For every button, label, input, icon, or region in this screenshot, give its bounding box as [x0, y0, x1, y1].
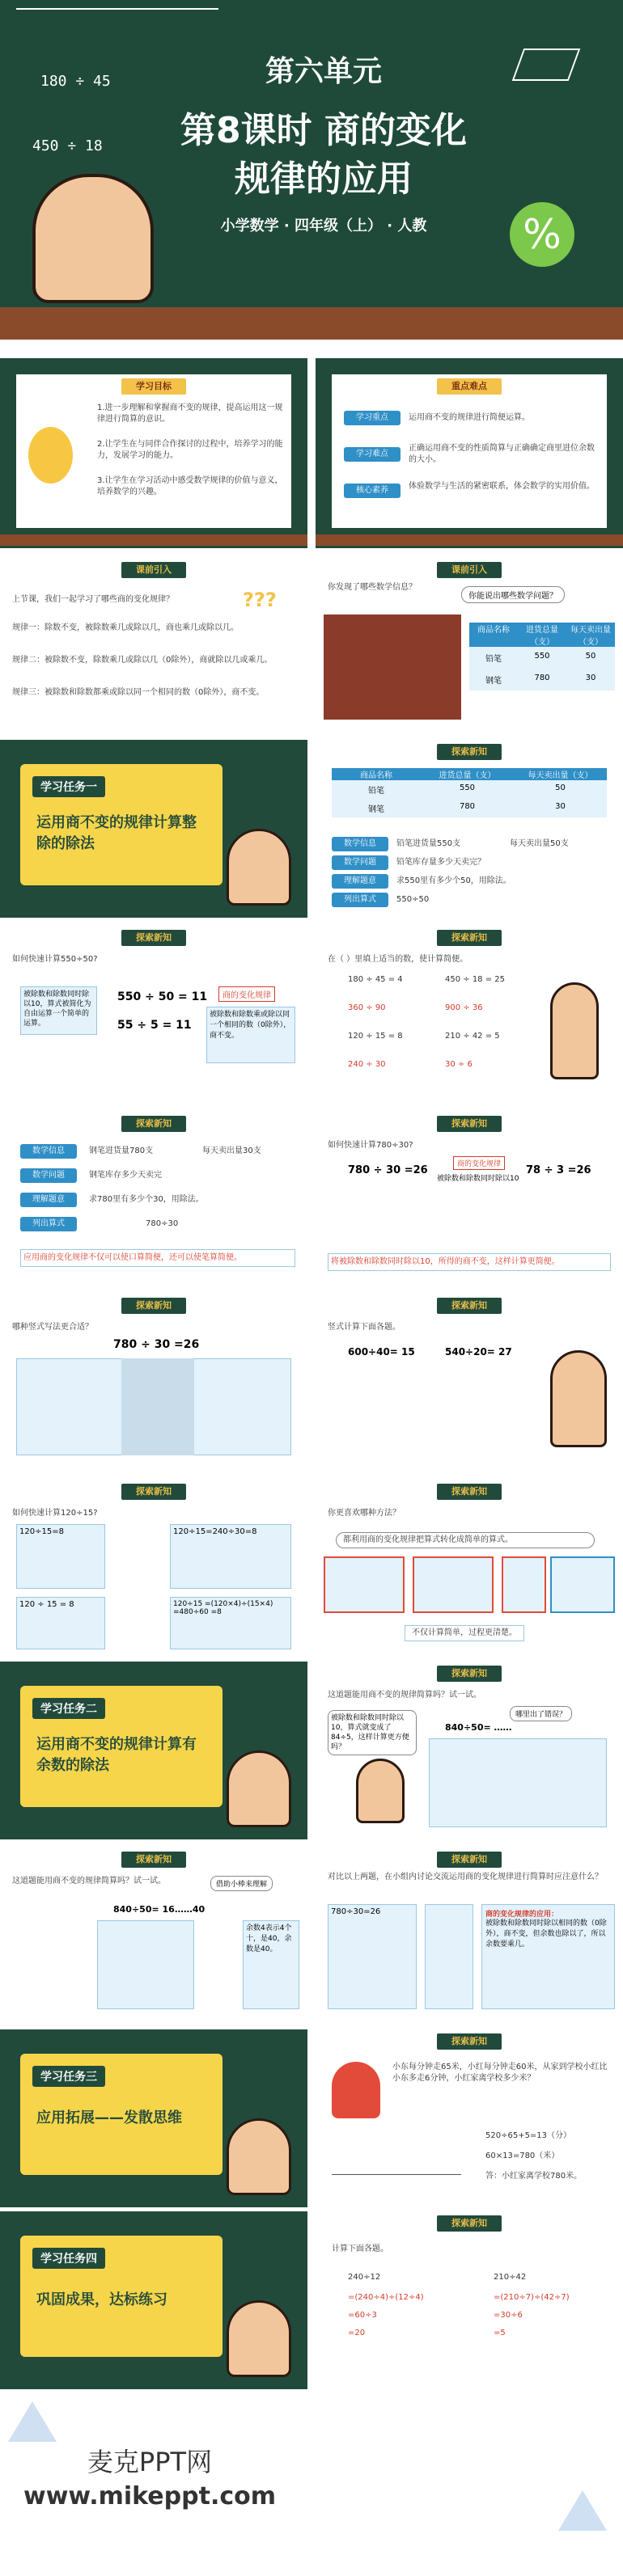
paper-plane-icon — [512, 49, 581, 81]
explore5-calc1: 780 ÷ 30 =26 — [348, 1164, 428, 1176]
task3-slide — [0, 2029, 307, 2207]
goal-3: 3.让学生在学习活动中感受数学规律的价值与意义，培养数学的兴趣。 — [97, 476, 283, 496]
explore14-step3: =60÷3 — [348, 2311, 377, 2320]
explore1-e-label: 列出算式 — [332, 893, 388, 907]
explore8-slide — [0, 1480, 307, 1658]
explore3-item-4: 900 ÷ 36 — [445, 1003, 483, 1012]
explore10-bubble2: 哪里出了错误？ — [510, 1706, 572, 1721]
explore1-q: 铅笔库存量多少天卖完？ — [396, 858, 485, 867]
explore13-diagram — [332, 2126, 461, 2175]
intro2-tab: 课前引入 — [437, 562, 502, 578]
explore9-tab: 探索新知 — [437, 1484, 502, 1500]
unit-title: 第六单元 — [265, 55, 382, 88]
task4-slide — [0, 2211, 307, 2389]
explore3-item-6: 210 ÷ 42 = 5 — [445, 1032, 500, 1041]
explore12-slide — [316, 1848, 623, 2025]
explore14-tab: 探索新知 — [437, 2215, 502, 2232]
explore7-calc1: 600÷40= 15 — [348, 1346, 415, 1358]
explore8-tab: 探索新知 — [121, 1484, 186, 1500]
lesson-title: 第8课时 商的变化 — [180, 110, 467, 151]
explore9-card-2 — [413, 1556, 494, 1613]
explore4-e: 780÷30 — [146, 1219, 179, 1228]
explore3-item-7: 240 ÷ 30 — [348, 1060, 386, 1069]
explore4-info1: 钢笔进货量780支 — [89, 1147, 154, 1155]
explore13-lead: 小东每分钟走65米，小红每分钟走60米，从家到学校小红比小东多走6分钟，小红家离学校多少米？ — [392, 2063, 608, 2083]
key-label-3: 核心素养 — [344, 484, 400, 498]
explore13-slide — [316, 2029, 623, 2207]
explore6-slide — [0, 1294, 307, 1472]
explore10-bubble1: 被除数和除数同时除以10，算式就变成了84÷5，这样计算更方便吗？ — [328, 1710, 417, 1755]
explore13-answer: 答：小红家离学校780米。 — [485, 2172, 583, 2181]
explore12-lead: 对比以上两题，在小组内讨论交流运用商的变化规律进行简算时应注意什么？ — [328, 1873, 603, 1881]
intro2-td-1-2: 30 — [585, 674, 596, 682]
explore14-lead: 计算下面各题。 — [332, 2244, 388, 2253]
explore6-highlight — [121, 1358, 194, 1455]
explore2-rule-title: 商的变化规律 — [218, 986, 275, 1002]
boy-illustration — [32, 174, 154, 303]
key-ledge — [316, 534, 623, 546]
key-slide — [316, 358, 623, 548]
explore12-note-box — [481, 1904, 615, 2009]
explore12-note: 被除数和除数同时除以相同的数（0除外），商不变，但余数也除以了，所以余数要乘几。 — [485, 1919, 607, 1949]
task1-boy — [227, 829, 291, 906]
explore7-tab: 探索新知 — [437, 1298, 502, 1314]
explore10-lead: 这道题能用商不变的规律简算吗？试一试。 — [328, 1691, 481, 1700]
task3-title: 应用拓展——发散思维 — [36, 2109, 182, 2126]
explore2-lead: 如何快速计算550÷50? — [12, 955, 98, 964]
explore14-step5: =20 — [348, 2329, 366, 2337]
explore9-slide — [316, 1480, 623, 1658]
explore8-calc2: 120÷15=240÷30=8 — [170, 1524, 291, 1589]
explore4-info-label: 数学信息 — [20, 1144, 77, 1159]
explore5-footer: 将被除数和除数同时除以10，所得的商不变，这样计算更简便。 — [328, 1253, 611, 1271]
explore2-calc1: 550 ÷ 50 = 11 — [117, 990, 208, 1003]
explore9-card-3 — [502, 1556, 546, 1613]
explore13-tab: 探索新知 — [437, 2033, 502, 2050]
explore5-slide — [316, 1112, 623, 1290]
explore3-item-1: 180 ÷ 45 = 4 — [348, 975, 403, 984]
intro1-lead: 上节课，我们一起学习了哪些商的变化规律？ — [12, 595, 174, 604]
task2-title: 运用商不变的规律计算有余数的除法 — [36, 1736, 197, 1774]
percent-sign-icon: % — [510, 202, 574, 267]
goal-1: 1.进一步理解和掌握商不变的规律，提高运用这一规律进行简算的意识。 — [97, 403, 283, 424]
library-photo — [324, 614, 461, 720]
explore7-calc2: 540÷20= 27 — [445, 1346, 512, 1358]
explore11-bubble: 借助小棒来理解 — [210, 1876, 273, 1891]
explore11-lead: 这道题能用商不变的规律简算吗？试一试。 — [12, 1877, 166, 1886]
cover-slide — [0, 0, 623, 340]
task3-label: 学习任务三 — [32, 2066, 105, 2087]
brand-decoration — [0, 2393, 623, 2576]
explore12-work — [425, 1904, 473, 2009]
explore3-boy — [550, 982, 599, 1079]
explore10-girl — [356, 1759, 405, 1823]
explore5-lead: 如何快速计算780÷30? — [328, 1141, 413, 1150]
task1-title: 运用商不变的规律计算整除的除法 — [36, 814, 197, 852]
intro2-td-0-0: 铅笔 — [485, 655, 502, 664]
key-label-2: 学习难点 — [344, 447, 400, 462]
explore11-tab: 探索新知 — [121, 1852, 186, 1868]
explore1-info2: 每天卖出量50支 — [510, 839, 569, 848]
explore7-lead: 竖式计算下面各题。 — [328, 1323, 400, 1332]
explore8-calc1: 120÷15=8 — [16, 1524, 105, 1589]
explore7-slide — [316, 1294, 623, 1472]
explore1-e: 550÷50 — [396, 895, 430, 904]
explore5-rule-text: 被除数和除数同时除以10 — [437, 1175, 519, 1183]
explore11-sticks — [97, 1920, 194, 2009]
explore9-bubble: 都利用商的变化规律把算式转化成简单的算式。 — [336, 1532, 595, 1548]
intro2-td-1-1: 780 — [534, 674, 550, 682]
brand-triangle-left — [8, 2401, 57, 2442]
explore11-note: 余数4表示4个十，是40，余数是40。 — [243, 1920, 299, 2009]
explore13-reader — [332, 2062, 380, 2118]
intro2-lead: 你发现了哪些数学信息？ — [328, 583, 417, 592]
key-text-1: 运用商不变的规律进行简便运算。 — [409, 413, 530, 422]
explore13-calc1: 520÷65+5=13（分） — [485, 2131, 572, 2140]
intro2-th-3: 每天卖出量（支） — [566, 623, 615, 647]
formula-1: 180 ÷ 45 — [40, 73, 111, 90]
explore9-card-4 — [550, 1556, 615, 1613]
intro2-th-2: 进货总量（支） — [518, 623, 566, 647]
explore1-th-3: 每天卖出量（支） — [514, 768, 607, 780]
explore7-girl — [550, 1350, 607, 1447]
intro2-bubble: 你能说出哪些数学问题？ — [461, 586, 565, 603]
explore1-td-1-1: 780 — [459, 802, 476, 811]
explore14-step6: =5 — [494, 2329, 506, 2337]
explore14-step1: =(240÷4)÷(12÷4) — [348, 2293, 424, 2302]
explore2-rule-text: 被除数和除数乘或除以同一个相同的数（0除外），商不变。 — [206, 1007, 295, 1063]
board-ledge — [0, 307, 623, 340]
brand-url[interactable]: www.mikeppt.com — [23, 2482, 276, 2511]
explore14-step2: =(210÷7)÷(42÷7) — [494, 2293, 570, 2302]
explore4-footer: 应用商的变化规律不仅可以使口算简便，还可以使笔算简便。 — [20, 1249, 295, 1267]
explore2-tab: 探索新知 — [121, 930, 186, 946]
explore3-lead: 在（ ）里填上适当的数，使计算简便。 — [328, 955, 468, 964]
key-text-2: 正确运用商不变的性质简算与正确确定商里进位余数的大小。 — [409, 444, 595, 464]
explore3-slide — [316, 926, 623, 1104]
explore1-th-2: 进货总量（支） — [421, 768, 514, 780]
explore1-td-0-2: 50 — [555, 783, 566, 792]
explore1-slide — [316, 740, 623, 918]
explore1-r-label: 理解题意 — [332, 874, 388, 889]
goals-slide — [0, 358, 307, 548]
explore4-e-label: 列出算式 — [20, 1217, 77, 1231]
explore10-slide — [316, 1662, 623, 1839]
goal-2: 2.让学生在与同伴合作探讨的过程中，培养学习的能力，发展学习的能力。 — [97, 440, 283, 460]
explore1-r: 求550里有多少个50，用除法。 — [396, 876, 511, 885]
explore1-table — [332, 768, 607, 817]
explore1-info-label: 数学信息 — [332, 837, 388, 851]
explore9-card-1 — [324, 1556, 405, 1613]
task4-boy — [227, 2300, 291, 2377]
explore14-slide — [316, 2211, 623, 2389]
lesson-title-2: 规律的应用 — [235, 158, 413, 200]
intro2-td-0-1: 550 — [534, 652, 550, 661]
question-mark-icon: ??? — [243, 589, 277, 611]
goals-tab: 学习目标 — [121, 378, 186, 395]
key-tab: 重点难点 — [437, 378, 502, 395]
explore9-lead: 你更喜欢哪种方法？ — [328, 1509, 400, 1518]
task1-label: 学习任务一 — [32, 776, 105, 797]
task4-label: 学习任务四 — [32, 2248, 105, 2269]
explore14-calc2: 210÷42 — [494, 2273, 527, 2282]
explore2-note: 被除数和除数同时除以10，算式被简化为自由运算一个简单的运算。 — [20, 986, 97, 1035]
intro1-rule-1: 规律一：除数不变，被除数乘几或除以几，商也乘几或除以几。 — [12, 623, 239, 632]
task4-title: 巩固成果，达标练习 — [36, 2291, 167, 2308]
explore4-q: 钢笔库存多少天卖完 — [89, 1171, 162, 1180]
explore1-td-1-0: 钢笔 — [368, 805, 384, 814]
explore1-td-0-1: 550 — [459, 783, 476, 792]
explore9-footer: 不仅计算简单，过程更清楚。 — [405, 1625, 524, 1641]
explore5-rule-title: 商的变化规律 — [453, 1156, 505, 1170]
explore6-lead: 哪种竖式写法更合适？ — [12, 1323, 93, 1332]
intro2-slide — [316, 558, 623, 736]
explore12-note-title: 商的变化规律的应用： — [485, 1911, 559, 1919]
key-label-1: 学习重点 — [344, 411, 400, 425]
explore13-calc2: 60×13=780（米） — [485, 2152, 560, 2160]
task3-boy — [227, 2118, 291, 2195]
task1-slide — [0, 740, 307, 918]
explore4-q-label: 数学问题 — [20, 1168, 77, 1183]
explore11-calc: 840÷50= 16……40 — [113, 1904, 206, 1915]
explore8-lead: 如何快速计算120÷15? — [12, 1509, 98, 1518]
explore5-calc2: 78 ÷ 3 =26 — [526, 1164, 591, 1176]
explore4-slide — [0, 1112, 307, 1290]
explore11-slide — [0, 1848, 307, 2025]
key-text-3: 体验数学与生活的紧密联系，体会数学的实用价值。 — [409, 482, 595, 491]
explore14-step4: =30÷6 — [494, 2311, 523, 2320]
task2-label: 学习任务二 — [32, 1698, 105, 1719]
explore6-tab: 探索新知 — [121, 1298, 186, 1314]
explore8-calc3: 120 ÷ 15 = 8 — [16, 1597, 105, 1649]
explore4-r: 求780里有多少个30，用除法。 — [89, 1195, 204, 1204]
explore3-item-5: 120 ÷ 15 = 8 — [348, 1032, 403, 1041]
explore2-slide — [0, 926, 307, 1104]
explore10-calc: 840÷50= …… — [445, 1722, 512, 1733]
explore12-tab: 探索新知 — [437, 1852, 502, 1868]
lightbulb-icon — [28, 427, 73, 484]
explore6-calc: 780 ÷ 30 =26 — [113, 1338, 200, 1351]
explore1-td-1-2: 30 — [555, 802, 566, 811]
intro1-rule-2: 规律二：被除数不变，除数乘几或除以几（0除外），商就除以几或乘几。 — [12, 656, 273, 665]
explore1-th-1: 商品名称 — [332, 768, 421, 780]
explore2-calc2: 55 ÷ 5 = 11 — [117, 1019, 192, 1032]
task2-slide — [0, 1662, 307, 1839]
task2-boy — [227, 1750, 291, 1827]
explore8-calc4: 120÷15 =(120×4)÷(15×4) =480÷60 =8 — [170, 1597, 291, 1649]
explore14-calc1: 240÷12 — [348, 2273, 381, 2282]
explore1-tab: 探索新知 — [437, 744, 502, 760]
brand-name: 麦克PPT网 — [87, 2447, 213, 2477]
explore1-q-label: 数学问题 — [332, 855, 388, 870]
goals-ledge — [0, 534, 307, 546]
explore1-td-0-0: 铅笔 — [368, 787, 384, 796]
bunting-decoration — [16, 8, 218, 32]
intro2-td-1-0: 钢笔 — [485, 677, 502, 686]
explore3-item-8: 30 ÷ 6 — [445, 1060, 473, 1069]
explore12-calc: 780÷30=26 — [328, 1904, 417, 2009]
explore5-tab: 探索新知 — [437, 1116, 502, 1132]
subtitle: 小学数学 · 四年级（上） · 人教 — [220, 217, 427, 234]
explore3-item-3: 360 ÷ 90 — [348, 1003, 386, 1012]
brand-triangle-right — [558, 2490, 607, 2531]
explore10-tab: 探索新知 — [437, 1666, 502, 1682]
intro2-table — [469, 623, 615, 690]
intro1-slide — [0, 558, 307, 736]
explore10-work — [429, 1738, 607, 1827]
intro2-th-1: 商品名称 — [469, 623, 518, 647]
explore4-r-label: 理解题意 — [20, 1193, 77, 1207]
intro2-td-0-2: 50 — [585, 652, 596, 661]
explore3-tab: 探索新知 — [437, 930, 502, 946]
explore1-info1: 铅笔进货量550支 — [396, 839, 461, 848]
explore4-tab: 探索新知 — [121, 1116, 186, 1132]
explore3-item-2: 450 ÷ 18 = 25 — [445, 975, 506, 984]
formula-2: 450 ÷ 18 — [32, 137, 103, 154]
explore4-info2: 每天卖出量30支 — [202, 1147, 261, 1155]
intro1-rule-3: 规律三：被除数和除数都乘或除以同一个相同的数（0除外），商不变。 — [12, 688, 265, 697]
intro1-tab: 课前引入 — [121, 562, 186, 578]
